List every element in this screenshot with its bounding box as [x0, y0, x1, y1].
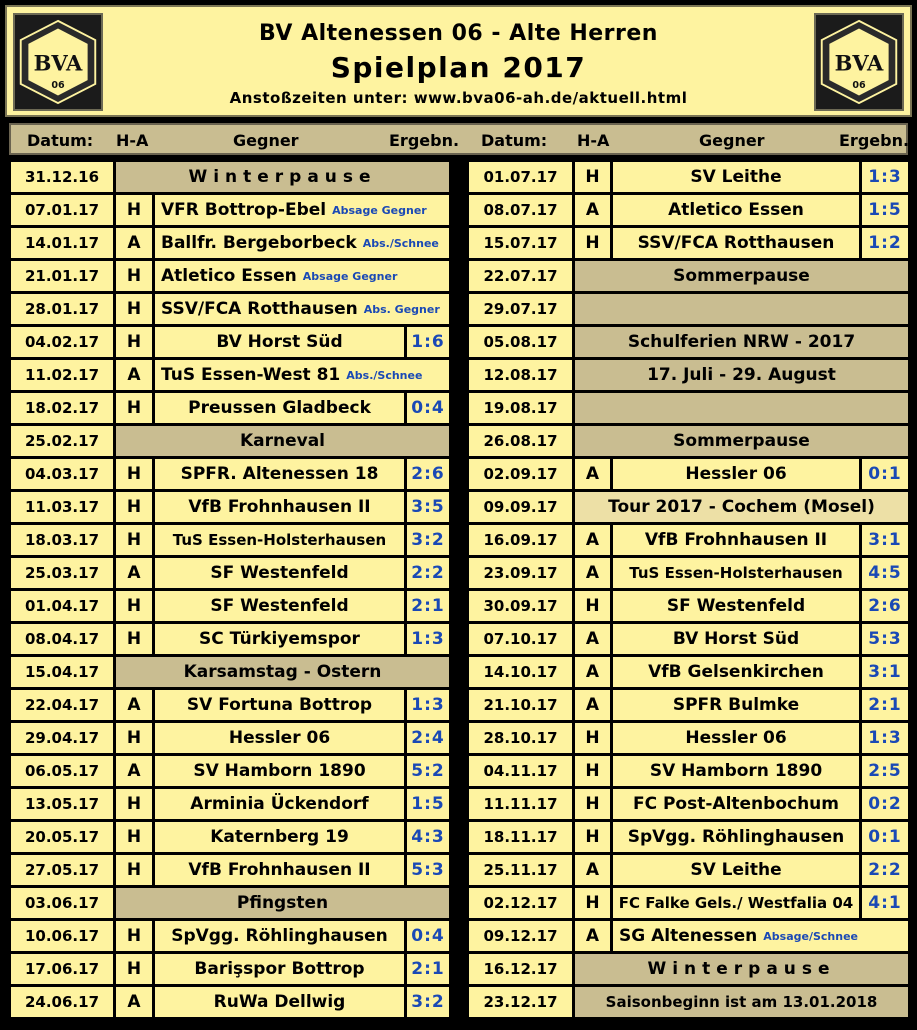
match-date: 21.10.17 — [469, 690, 572, 720]
home-away: H — [116, 294, 152, 324]
match-date: 28.01.17 — [11, 294, 113, 324]
match-date: 04.02.17 — [11, 327, 113, 357]
opponent: SG Altenessen — [619, 926, 758, 946]
home-away: A — [575, 921, 610, 951]
column-divider — [450, 160, 470, 1022]
special-note: Winterpause — [575, 954, 908, 984]
match-result: 2:1 — [407, 591, 449, 621]
match-result: 2:2 — [862, 855, 908, 885]
home-away: H — [116, 789, 152, 819]
opponent: SV Fortuna Bottrop — [155, 690, 404, 720]
svg-text:BVA: BVA — [33, 50, 83, 76]
home-away: H — [575, 591, 610, 621]
home-away: A — [116, 360, 152, 390]
special-note: Pfingsten — [116, 888, 449, 918]
match-date: 17.06.17 — [11, 954, 113, 984]
match-result: 0:2 — [862, 789, 908, 819]
special-note: Winterpause — [116, 162, 449, 192]
opponent: VfB Frohnhausen II — [155, 855, 404, 885]
match-date: 18.02.17 — [11, 393, 113, 423]
match-date: 25.02.17 — [11, 426, 113, 456]
opponent: Hessler 06 — [613, 723, 859, 753]
opponent-with-note — [155, 228, 449, 258]
home-away: A — [575, 624, 610, 654]
opponent-with-note — [613, 921, 908, 951]
match-result: 1:3 — [862, 162, 908, 192]
match-date: 04.11.17 — [469, 756, 572, 786]
match-result: 3:5 — [407, 492, 449, 522]
match-date: 29.04.17 — [11, 723, 113, 753]
opponent-with-note — [155, 360, 449, 390]
match-date: 02.09.17 — [469, 459, 572, 489]
match-date: 30.09.17 — [469, 591, 572, 621]
col-result-right: Ergebn. — [839, 131, 910, 150]
opponent: SV Leithe — [613, 162, 859, 192]
match-date: 18.11.17 — [469, 822, 572, 852]
match-date: 19.08.17 — [469, 393, 572, 423]
match-date: 31.12.16 — [11, 162, 113, 192]
match-result: 0:1 — [862, 459, 908, 489]
opponent: SPFR. Altenessen 18 — [155, 459, 404, 489]
home-away: A — [575, 525, 610, 555]
opponent: SV Hamborn 1890 — [155, 756, 404, 786]
cancellation-note: Absage Gegner — [332, 203, 427, 217]
special-note — [575, 393, 908, 423]
club-name: BV Altenessen 06 - Alte Herren — [259, 21, 658, 46]
match-date: 09.09.17 — [469, 492, 572, 522]
match-result: 1:3 — [407, 624, 449, 654]
match-result: 2:1 — [862, 690, 908, 720]
opponent: RuWa Dellwig — [155, 987, 404, 1017]
match-result: 4:3 — [407, 822, 449, 852]
home-away: A — [575, 558, 610, 588]
home-away: H — [116, 723, 152, 753]
opponent: SF Westenfeld — [155, 591, 404, 621]
match-result: 3:1 — [862, 657, 908, 687]
special-note: Saisonbeginn ist am 13.01.2018 — [575, 987, 908, 1017]
home-away: H — [116, 822, 152, 852]
match-date: 20.05.17 — [11, 822, 113, 852]
match-result: 0:1 — [862, 822, 908, 852]
special-note: Karneval — [116, 426, 449, 456]
opponent: SV Leithe — [613, 855, 859, 885]
match-date: 10.06.17 — [11, 921, 113, 951]
match-date: 01.04.17 — [11, 591, 113, 621]
special-note: Sommerpause — [575, 261, 908, 291]
match-date: 16.12.17 — [469, 954, 572, 984]
special-note: Schulferien NRW - 2017 — [575, 327, 908, 357]
opponent: TuS Essen-Holsterhausen — [155, 525, 404, 555]
svg-text:06: 06 — [852, 79, 866, 91]
match-result: 1:5 — [407, 789, 449, 819]
home-away: H — [116, 492, 152, 522]
match-date: 25.11.17 — [469, 855, 572, 885]
home-away: H — [575, 888, 610, 918]
match-date: 11.11.17 — [469, 789, 572, 819]
match-date: 29.07.17 — [469, 294, 572, 324]
home-away: H — [116, 393, 152, 423]
match-date: 21.01.17 — [11, 261, 113, 291]
match-result: 1:5 — [862, 195, 908, 225]
home-away: H — [575, 228, 610, 258]
opponent: VfB Frohnhausen II — [613, 525, 859, 555]
home-away: H — [575, 822, 610, 852]
match-result: 2:1 — [407, 954, 449, 984]
match-result: 1:6 — [407, 327, 449, 357]
opponent: Katernberg 19 — [155, 822, 404, 852]
opponent: SPFR Bulmke — [613, 690, 859, 720]
match-date: 15.04.17 — [11, 657, 113, 687]
cancellation-note: Abs./Schnee — [362, 236, 439, 250]
opponent: TuS Essen-West 81 — [161, 365, 341, 385]
opponent: TuS Essen-Holsterhausen — [613, 558, 859, 588]
opponent: SF Westenfeld — [613, 591, 859, 621]
cancellation-note: Abs. Gegner — [363, 302, 440, 316]
match-result: 2:2 — [407, 558, 449, 588]
opponent: Atletico Essen — [613, 195, 859, 225]
match-date: 05.08.17 — [469, 327, 572, 357]
special-note: Sommerpause — [575, 426, 908, 456]
opponent: Hessler 06 — [155, 723, 404, 753]
col-opponent-right: Gegner — [699, 131, 765, 150]
opponent: SpVgg. Röhlinghausen — [613, 822, 859, 852]
home-away: H — [575, 789, 610, 819]
home-away: A — [116, 987, 152, 1017]
opponent: Arminia Ückendorf — [155, 789, 404, 819]
match-date: 13.05.17 — [11, 789, 113, 819]
match-result: 5:3 — [407, 855, 449, 885]
match-date: 14.01.17 — [11, 228, 113, 258]
opponent-with-note — [155, 261, 449, 291]
svg-text:06: 06 — [51, 79, 65, 91]
svg-text:BVA: BVA — [834, 50, 884, 76]
info-link-text: Anstoßzeiten unter: www.bva06-ah.de/aktuell.html — [229, 89, 688, 107]
match-date: 02.12.17 — [469, 888, 572, 918]
match-date: 07.01.17 — [11, 195, 113, 225]
col-date-right: Datum: — [481, 131, 548, 150]
match-result: 5:2 — [407, 756, 449, 786]
home-away: H — [116, 525, 152, 555]
column-header — [9, 123, 908, 155]
home-away: H — [116, 921, 152, 951]
opponent: FC Falke Gels./ Westfalia 04 — [613, 888, 859, 918]
home-away: A — [116, 228, 152, 258]
special-note: 17. Juli - 29. August — [575, 360, 908, 390]
col-opponent: Gegner — [233, 131, 299, 150]
home-away: H — [116, 855, 152, 885]
opponent: VfB Gelsenkirchen — [613, 657, 859, 687]
match-result: 0:4 — [407, 921, 449, 951]
opponent: BV Horst Süd — [155, 327, 404, 357]
match-result: 2:4 — [407, 723, 449, 753]
match-result: 4:1 — [862, 888, 908, 918]
opponent: VfB Frohnhausen II — [155, 492, 404, 522]
match-result: 5:3 — [862, 624, 908, 654]
match-date: 23.09.17 — [469, 558, 572, 588]
home-away: A — [116, 690, 152, 720]
home-away: A — [575, 195, 610, 225]
match-date: 22.04.17 — [11, 690, 113, 720]
match-result: 2:6 — [862, 591, 908, 621]
match-date: 11.03.17 — [11, 492, 113, 522]
home-away: H — [575, 723, 610, 753]
opponent: SF Westenfeld — [155, 558, 404, 588]
home-away: A — [116, 558, 152, 588]
home-away: H — [116, 591, 152, 621]
opponent: Ballfr. Bergeborbeck — [161, 233, 357, 253]
match-result: 3:2 — [407, 987, 449, 1017]
match-date: 24.06.17 — [11, 987, 113, 1017]
home-away: A — [116, 756, 152, 786]
home-away: H — [116, 954, 152, 984]
match-result: 3:1 — [862, 525, 908, 555]
opponent-with-note — [155, 195, 449, 225]
col-ha-right: H-A — [577, 131, 610, 150]
opponent: VFR Bottrop-Ebel — [161, 200, 327, 220]
match-date: 26.08.17 — [469, 426, 572, 456]
match-date: 07.10.17 — [469, 624, 572, 654]
opponent: Barişspor Bottrop — [155, 954, 404, 984]
home-away: H — [116, 327, 152, 357]
match-result: 3:2 — [407, 525, 449, 555]
opponent: Atletico Essen — [161, 266, 297, 286]
match-result: 2:6 — [407, 459, 449, 489]
home-away: H — [116, 624, 152, 654]
home-away: A — [575, 657, 610, 687]
home-away: H — [116, 195, 152, 225]
match-date: 09.12.17 — [469, 921, 572, 951]
opponent: Hessler 06 — [613, 459, 859, 489]
match-date: 11.02.17 — [11, 360, 113, 390]
match-date: 15.07.17 — [469, 228, 572, 258]
home-away: H — [575, 756, 610, 786]
match-date: 27.05.17 — [11, 855, 113, 885]
match-result: 4:5 — [862, 558, 908, 588]
special-note — [575, 294, 908, 324]
match-result: 1:3 — [862, 723, 908, 753]
match-date: 12.08.17 — [469, 360, 572, 390]
cancellation-note: Absage Gegner — [302, 269, 398, 283]
match-date: 08.07.17 — [469, 195, 572, 225]
col-ha: H-A — [116, 131, 149, 150]
match-date: 28.10.17 — [469, 723, 572, 753]
match-date: 23.12.17 — [469, 987, 572, 1017]
match-date: 25.03.17 — [11, 558, 113, 588]
home-away: H — [116, 261, 152, 291]
home-away: H — [575, 162, 610, 192]
cancellation-note: Absage/Schnee — [763, 929, 859, 943]
opponent: SpVgg. Röhlinghausen — [155, 921, 404, 951]
match-date: 22.07.17 — [469, 261, 572, 291]
match-result: 2:5 — [862, 756, 908, 786]
opponent-with-note — [155, 294, 449, 324]
match-result: 0:4 — [407, 393, 449, 423]
home-away: A — [575, 690, 610, 720]
match-date: 16.09.17 — [469, 525, 572, 555]
opponent: SV Hamborn 1890 — [613, 756, 859, 786]
page-title: Spielplan 2017 — [330, 51, 587, 84]
match-date: 14.10.17 — [469, 657, 572, 687]
home-away: H — [116, 459, 152, 489]
match-date: 08.04.17 — [11, 624, 113, 654]
special-note: Tour 2017 - Cochem (Mosel) — [575, 492, 908, 522]
opponent: SSV/FCA Rotthausen — [161, 299, 358, 319]
opponent: SSV/FCA Rotthausen — [613, 228, 859, 258]
match-result: 1:2 — [862, 228, 908, 258]
home-away: A — [575, 855, 610, 885]
match-date: 01.07.17 — [469, 162, 572, 192]
col-result: Ergebn. — [389, 131, 460, 150]
opponent: SC Türkiyemspor — [155, 624, 404, 654]
match-date: 04.03.17 — [11, 459, 113, 489]
header — [5, 5, 912, 117]
cancellation-note: Abs./Schnee — [346, 368, 423, 382]
opponent: FC Post-Altenbochum — [613, 789, 859, 819]
match-date: 03.06.17 — [11, 888, 113, 918]
col-date: Datum: — [27, 131, 94, 150]
opponent: Preussen Gladbeck — [155, 393, 404, 423]
match-date: 18.03.17 — [11, 525, 113, 555]
special-note: Karsamstag - Ostern — [116, 657, 449, 687]
match-result: 1:3 — [407, 690, 449, 720]
match-date: 06.05.17 — [11, 756, 113, 786]
home-away: A — [575, 459, 610, 489]
opponent: BV Horst Süd — [613, 624, 859, 654]
